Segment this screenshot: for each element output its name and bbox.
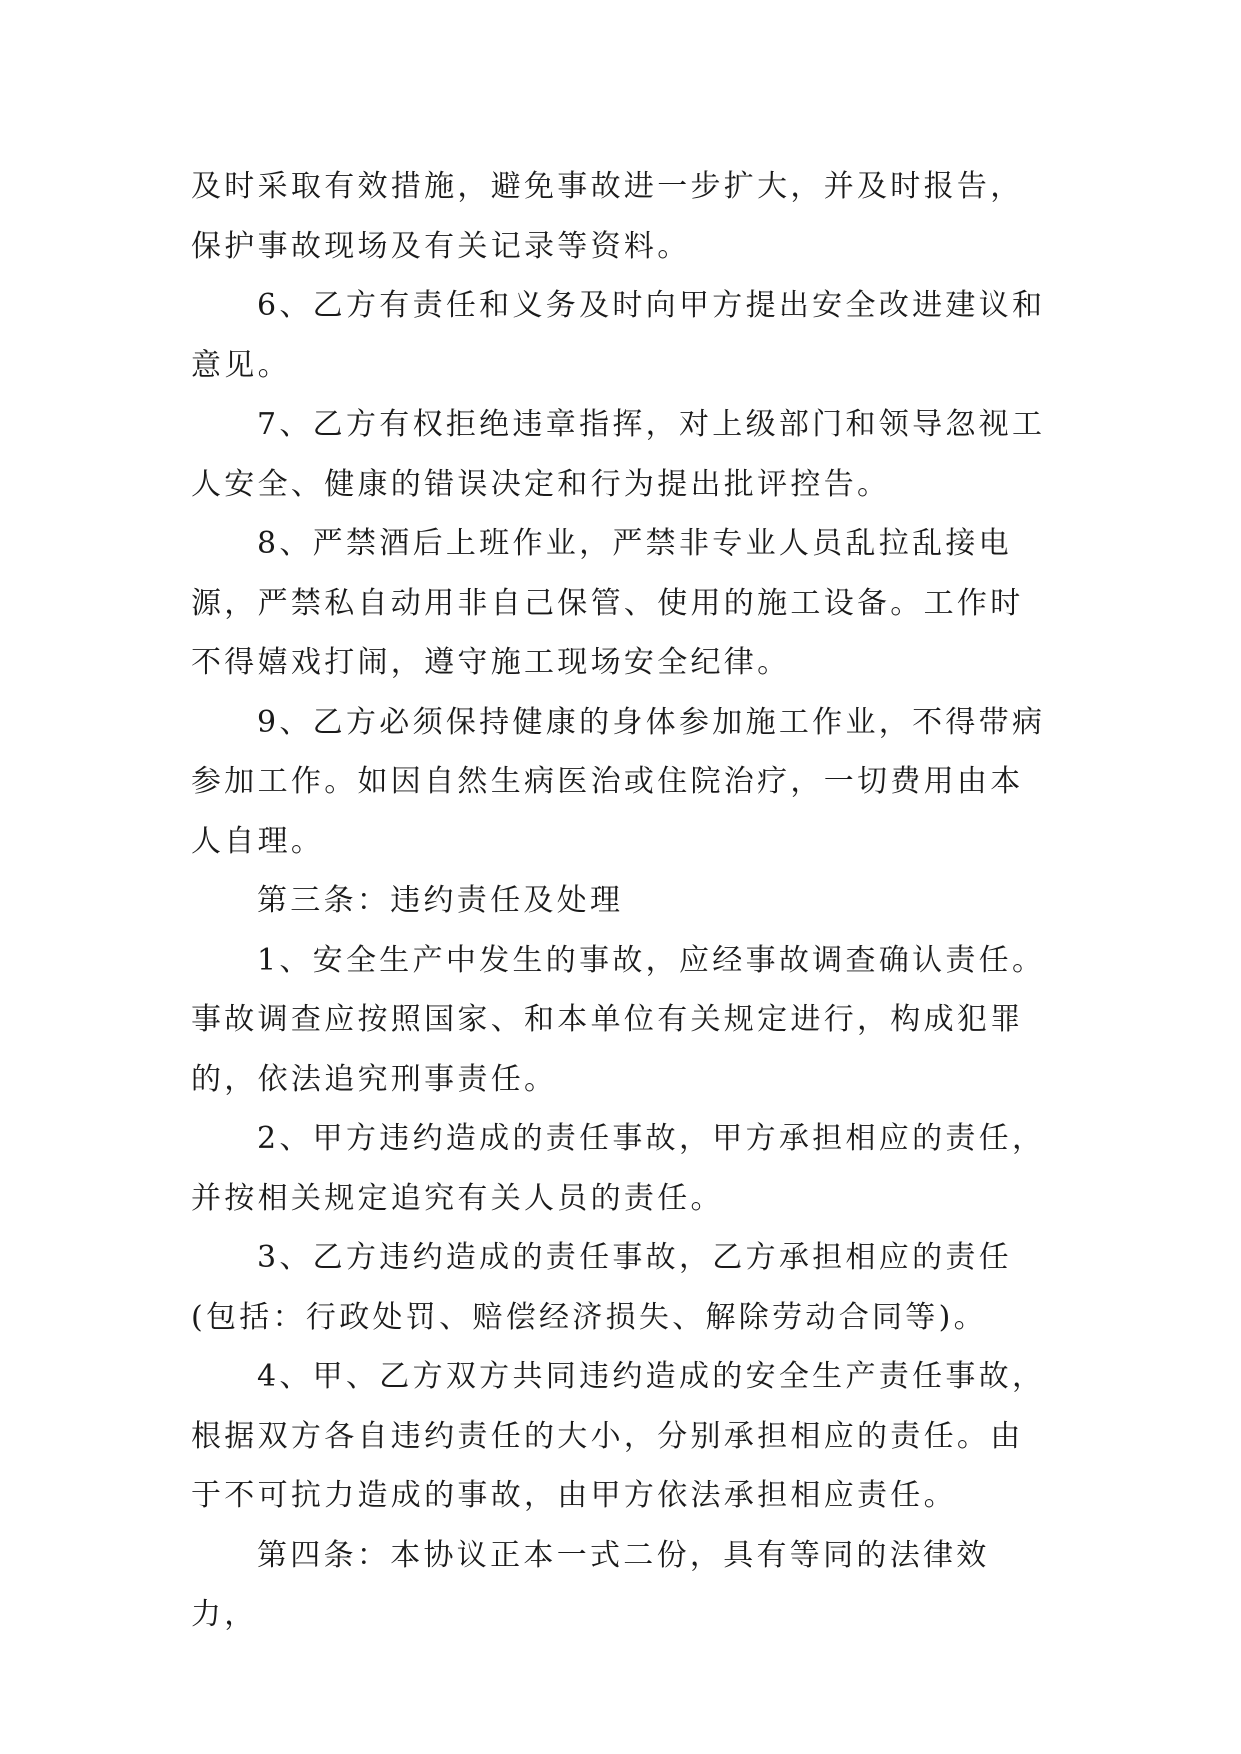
paragraph: 6、乙方有责任和义务及时向甲方提出安全改进建议和意见。	[191, 288, 1046, 383]
paragraph: 8、严禁酒后上班作业，严禁非专业人员乱拉乱接电源，严禁私自动用非自己保管、使用的施工设备。工作时不得嬉戏打闹，遵守施工现场安全纪律。	[191, 526, 1024, 680]
paragraph: 及时采取有效措施，避免事故进一步扩大，并及时报告，保护事故现场及有关记录等资料。	[191, 169, 1024, 264]
paragraph: 3、乙方违约造成的责任事故，乙方承担相应的责任(包括：行政处罚、赔偿经济损失、解除劳动合同等)。	[191, 1240, 1012, 1335]
paragraph: 第四条：本协议正本一式二份，具有等同的法律效力，	[191, 1537, 990, 1632]
paragraph: 1、安全生产中发生的事故，应经事故调查确认责任。事故调查应按照国家、和本单位有关规定进行，构成犯罪的，依法追究刑事责任。	[191, 942, 1046, 1097]
paragraph: 第三条：违约责任及处理	[257, 883, 624, 918]
paragraph: 7、乙方有权拒绝违章指挥，对上级部门和领导忽视工人安全、健康的错误决定和行为提出批评控告。	[191, 407, 1046, 502]
document-body	[191, 157, 1051, 1645]
paragraph: 2、甲方违约造成的责任事故，甲方承担相应的责任，并按相关规定追究有关人员的责任。	[191, 1121, 1046, 1216]
paragraph: 9、乙方必须保持健康的身体参加施工作业，不得带病参加工作。如因自然生病医治或住院治疗，一切费用由本人自理。	[191, 704, 1046, 859]
paragraph: 4、甲、乙方双方共同违约造成的安全生产责任事故，根据双方各自违约责任的大小，分别承担相应的责任。由于不可抗力造成的事故，由甲方依法承担相应责任。	[191, 1359, 1046, 1513]
